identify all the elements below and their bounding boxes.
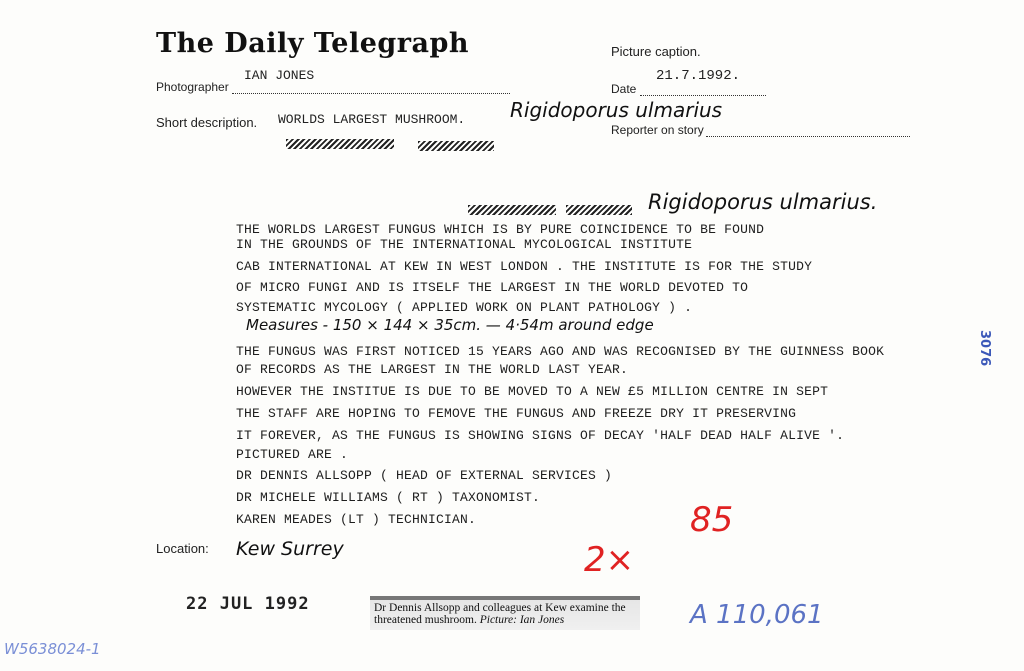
- reporter-label: Reporter on story: [611, 123, 704, 137]
- scribble-mark: [566, 202, 632, 220]
- scribble-mark: [286, 136, 394, 154]
- location-value: Kew Surrey: [236, 538, 344, 560]
- body-line: OF MICRO FUNGI AND IS ITSELF THE LARGEST IN THE WORLD DEVOTED TO: [236, 280, 749, 295]
- received-stamp-date: 22 JUL 1992: [186, 594, 310, 614]
- photographer-value: IAN JONES: [244, 68, 315, 83]
- body-line: IN THE GROUNDS OF THE INTERNATIONAL MYCOLOGICAL INSTITUTE: [236, 237, 693, 252]
- body-line: KAREN MEADES (LT ) TECHNICIAN.: [236, 512, 477, 527]
- date-label: Date: [611, 82, 637, 96]
- body-line: CAB INTERNATIONAL AT KEW IN WEST LONDON . THE INSTITUTE IS FOR THE STUDY: [236, 259, 813, 274]
- masthead: The Daily Telegraph: [156, 28, 470, 59]
- body-line: HOWEVER THE INSTITUE IS DUE TO BE MOVED TO A NEW £5 MILLION CENTRE IN SEPT: [236, 384, 829, 399]
- side-mark: 3076: [977, 330, 992, 367]
- body-line: OF RECORDS AS THE LARGEST IN THE WORLD LAST YEAR.: [236, 362, 629, 377]
- clipping-credit: Picture: Ian Jones: [479, 614, 565, 626]
- body-line: IT FOREVER, AS THE FUNGUS IS SHOWING SIGNS OF DECAY 'HALF DEAD HALF ALIVE '.: [236, 428, 845, 443]
- body-line: PICTURED ARE .: [236, 447, 349, 462]
- red-note-size: 2×: [584, 540, 635, 580]
- short-description-label: Short description.: [156, 115, 258, 130]
- body-line: THE STAFF ARE HOPING TO FEMOVE THE FUNGUS AND FREEZE DRY IT PRESERVING: [236, 406, 797, 421]
- body-line: THE FUNGUS WAS FIRST NOTICED 15 YEARS AGO AND WAS RECOGNISED BY THE GUINNESS BOOK: [236, 344, 885, 359]
- scribble-mark: [468, 202, 556, 220]
- short-description-handwritten: Rigidoporus ulmarius: [510, 98, 723, 122]
- red-note-number: 85: [690, 500, 734, 540]
- blue-reference: A 110,061: [690, 600, 824, 630]
- archive-number: W5638024-1: [4, 640, 101, 658]
- body-line: DR DENNIS ALLSOPP ( HEAD OF EXTERNAL SERVICES ): [236, 468, 613, 483]
- body-line: SYSTEMATIC MYCOLOGY ( APPLIED WORK ON PLANT PATHOLOGY ) .: [236, 300, 693, 315]
- picture-caption-label: Picture caption.: [611, 44, 701, 59]
- reporter-line: [706, 136, 910, 137]
- measures-handwritten: Measures - 150 × 144 × 35cm. — 4·54m around edge: [246, 316, 654, 334]
- newspaper-clipping: [370, 596, 640, 630]
- date-value: 21.7.1992.: [656, 68, 741, 84]
- body-heading-handwritten: Rigidoporus ulmarius.: [648, 190, 878, 214]
- clipping-caption: Dr Dennis Allsopp and colleagues at Kew examine the threatened mushroom.: [374, 602, 626, 626]
- photographer-line: [232, 93, 510, 94]
- scribble-mark: [418, 138, 494, 156]
- short-description-value: WORLDS LARGEST MUSHROOM.: [278, 112, 466, 127]
- location-label: Location:: [156, 541, 209, 556]
- body-line: THE WORLDS LARGEST FUNGUS WHICH IS BY PURE COINCIDENCE TO BE FOUND: [236, 222, 765, 237]
- body-line: DR MICHELE WILLIAMS ( RT ) TAXONOMIST.: [236, 490, 541, 505]
- photographer-label: Photographer: [156, 80, 229, 94]
- date-line: [640, 95, 766, 96]
